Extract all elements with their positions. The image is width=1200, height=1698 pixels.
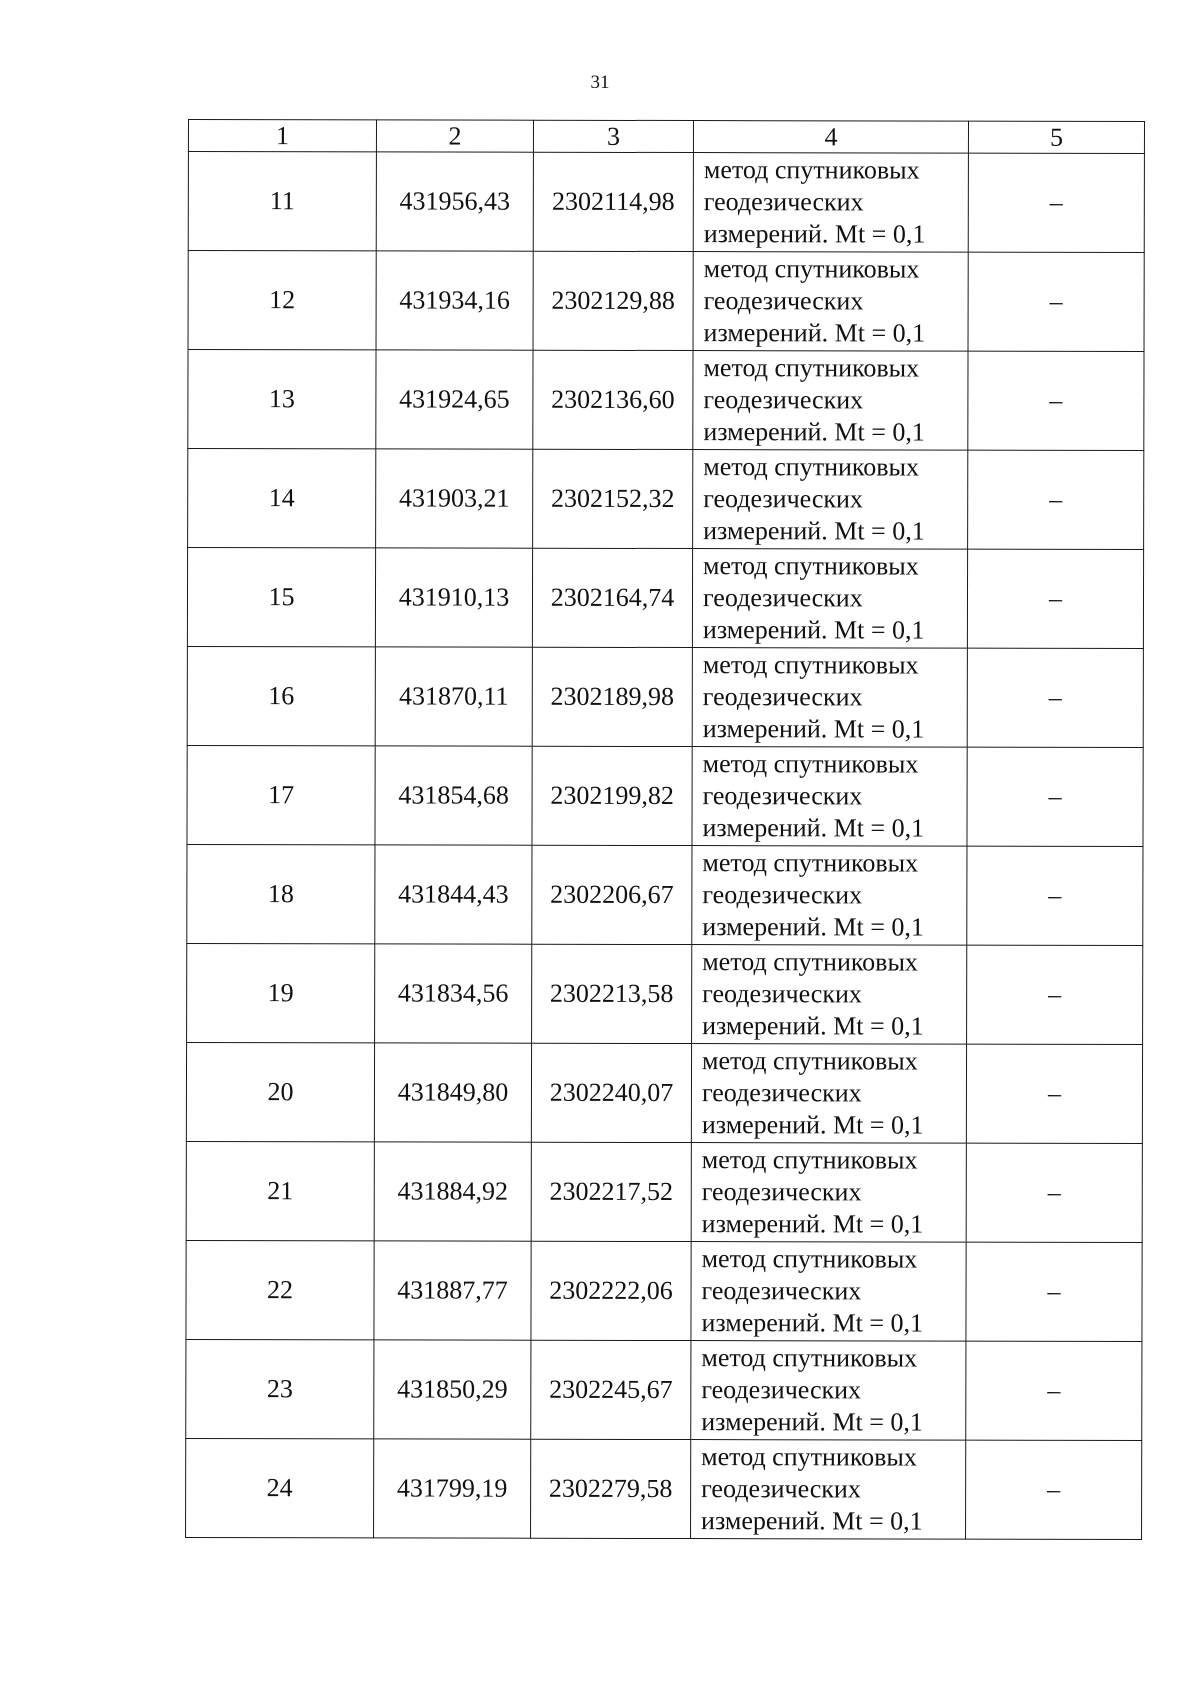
method-text-line: измерений. Mt = 0,1 bbox=[703, 417, 925, 447]
table-row bbox=[186, 1240, 1142, 1341]
method-text-line: метод спутниковых bbox=[703, 155, 920, 185]
y-coordinate-cell: 2302222,06 bbox=[531, 1241, 691, 1340]
column-header-1: 1 bbox=[188, 120, 376, 152]
y-coordinate-cell: 2302206,67 bbox=[532, 845, 692, 944]
x-coordinate-cell: 431849,80 bbox=[374, 1043, 531, 1142]
y-coordinate-cell: 2302213,58 bbox=[532, 944, 692, 1043]
note-cell: – bbox=[967, 747, 1143, 846]
point-number-cell: 23 bbox=[186, 1339, 374, 1438]
method-text-line: геодезических bbox=[701, 1078, 862, 1108]
table-row bbox=[187, 844, 1143, 945]
method-text-line: измерений. Mt = 0,1 bbox=[701, 1308, 924, 1338]
x-coordinate-cell: 431924,65 bbox=[376, 350, 533, 449]
note-cell: – bbox=[967, 945, 1143, 1044]
y-coordinate-cell: 2302199,82 bbox=[532, 746, 692, 845]
method-cell bbox=[692, 549, 967, 649]
point-number-cell: 15 bbox=[187, 548, 375, 647]
coordinates-table bbox=[185, 119, 1145, 1540]
point-number-cell: 17 bbox=[187, 745, 375, 844]
method-text-line: метод спутниковых bbox=[702, 650, 919, 680]
method-text-line: геодезических bbox=[703, 187, 864, 217]
method-cell bbox=[692, 747, 967, 847]
table-row bbox=[186, 1141, 1142, 1242]
point-number-cell: 20 bbox=[186, 1042, 374, 1141]
note-cell: – bbox=[967, 846, 1143, 945]
method-text-line: метод спутниковых bbox=[701, 1145, 918, 1175]
table-row bbox=[186, 1042, 1142, 1143]
note-cell: – bbox=[967, 648, 1143, 747]
method-cell bbox=[692, 945, 967, 1045]
method-text-line: геодезических bbox=[702, 781, 863, 811]
y-coordinate-cell: 2302164,74 bbox=[532, 548, 692, 647]
y-coordinate-cell: 2302136,60 bbox=[533, 350, 693, 449]
y-coordinate-cell: 2302189,98 bbox=[532, 647, 692, 746]
method-text-line: метод спутниковых bbox=[702, 947, 918, 977]
y-coordinate-cell: 2302245,67 bbox=[531, 1340, 691, 1439]
method-text-line: метод спутниковых bbox=[702, 749, 919, 779]
table-row bbox=[188, 251, 1144, 352]
method-text-line: измерений. Mt = 0,1 bbox=[702, 714, 925, 744]
method-cell bbox=[691, 1242, 966, 1342]
method-text-line: измерений. Mt = 0,1 bbox=[701, 1506, 923, 1536]
column-header-2: 2 bbox=[376, 120, 533, 152]
table-row bbox=[188, 449, 1144, 550]
method-text-line: измерений. Mt = 0,1 bbox=[703, 219, 926, 249]
note-cell: – bbox=[966, 1440, 1142, 1539]
method-text-line: метод спутниковых bbox=[701, 1442, 917, 1472]
table-row bbox=[187, 548, 1143, 649]
method-text-line: метод спутниковых bbox=[703, 254, 920, 284]
point-number-cell: 18 bbox=[187, 844, 375, 943]
method-text-line: измерений. Mt = 0,1 bbox=[702, 813, 925, 843]
method-text-line: метод спутниковых bbox=[703, 452, 920, 482]
method-text-line: измерений. Mt = 0,1 bbox=[702, 615, 925, 645]
method-text-line: геодезических bbox=[701, 1177, 862, 1207]
method-cell bbox=[691, 1143, 966, 1243]
x-coordinate-cell: 431834,56 bbox=[375, 944, 532, 1043]
method-text-line: метод спутниковых bbox=[702, 848, 919, 878]
x-coordinate-cell: 431910,13 bbox=[375, 548, 532, 647]
table-body bbox=[186, 152, 1145, 1540]
y-coordinate-cell: 2302217,52 bbox=[531, 1142, 691, 1241]
note-cell: – bbox=[968, 450, 1144, 549]
table-row bbox=[188, 350, 1144, 451]
method-text-line: измерений. Mt = 0,1 bbox=[702, 912, 924, 942]
method-text-line: измерений. Mt = 0,1 bbox=[702, 1011, 924, 1041]
method-text-line: геодезических bbox=[702, 880, 863, 910]
table-row bbox=[187, 943, 1143, 1044]
method-cell bbox=[692, 648, 967, 748]
x-coordinate-cell: 431887,77 bbox=[374, 1241, 531, 1340]
method-text-line: измерений. Mt = 0,1 bbox=[701, 1407, 923, 1437]
method-cell bbox=[691, 1440, 966, 1540]
method-cell bbox=[691, 1044, 966, 1144]
point-number-cell: 11 bbox=[188, 152, 376, 251]
column-header-3: 3 bbox=[533, 120, 693, 152]
method-cell bbox=[691, 1341, 966, 1441]
header-row bbox=[188, 120, 1144, 154]
method-text-line: метод спутниковых bbox=[701, 1343, 918, 1373]
table-row bbox=[188, 152, 1144, 253]
method-text-line: измерений. Mt = 0,1 bbox=[703, 318, 926, 348]
point-number-cell: 21 bbox=[186, 1141, 374, 1240]
point-number-cell: 14 bbox=[188, 449, 376, 548]
table-row bbox=[186, 1438, 1142, 1539]
method-text-line: измерений. Mt = 0,1 bbox=[703, 516, 925, 546]
x-coordinate-cell: 431884,92 bbox=[374, 1142, 531, 1241]
method-cell bbox=[692, 846, 967, 946]
method-text-line: метод спутниковых bbox=[703, 551, 919, 581]
note-cell: – bbox=[968, 153, 1144, 252]
x-coordinate-cell: 431854,68 bbox=[375, 746, 532, 845]
method-text-line: геодезических bbox=[702, 682, 863, 712]
note-cell: – bbox=[967, 549, 1143, 648]
method-text-line: геодезических bbox=[703, 385, 864, 415]
table-row bbox=[187, 646, 1143, 747]
x-coordinate-cell: 431799,19 bbox=[374, 1439, 531, 1538]
note-cell: – bbox=[966, 1242, 1142, 1341]
x-coordinate-cell: 431844,43 bbox=[375, 845, 532, 944]
method-text-line: геодезических bbox=[701, 1375, 862, 1405]
note-cell: – bbox=[968, 351, 1144, 450]
method-text-line: геодезических bbox=[702, 583, 863, 613]
x-coordinate-cell: 431956,43 bbox=[376, 152, 533, 251]
note-cell: – bbox=[966, 1044, 1142, 1143]
method-text-line: геодезических bbox=[701, 1474, 861, 1504]
y-coordinate-cell: 2302114,98 bbox=[533, 152, 693, 251]
point-number-cell: 22 bbox=[186, 1240, 374, 1339]
method-cell bbox=[693, 252, 968, 352]
page-number: 31 bbox=[590, 72, 610, 93]
table-row bbox=[186, 1339, 1142, 1440]
y-coordinate-cell: 2302279,58 bbox=[531, 1439, 691, 1538]
note-cell: – bbox=[968, 252, 1144, 351]
note-cell: – bbox=[966, 1341, 1142, 1440]
x-coordinate-cell: 431850,29 bbox=[374, 1340, 531, 1439]
column-header-4: 4 bbox=[693, 121, 968, 154]
point-number-cell: 12 bbox=[188, 251, 376, 350]
method-text-line: геодезических bbox=[703, 286, 864, 316]
y-coordinate-cell: 2302129,88 bbox=[533, 251, 693, 350]
method-text-line: метод спутниковых bbox=[701, 1046, 918, 1076]
method-cell bbox=[693, 450, 968, 550]
table-row bbox=[187, 745, 1143, 846]
note-cell: – bbox=[966, 1143, 1142, 1242]
y-coordinate-cell: 2302152,32 bbox=[533, 449, 693, 548]
method-text-line: метод спутниковых bbox=[703, 353, 920, 383]
method-text-line: геодезических bbox=[703, 484, 863, 514]
point-number-cell: 13 bbox=[188, 350, 376, 449]
method-text-line: геодезических bbox=[701, 1276, 862, 1306]
method-cell bbox=[693, 153, 968, 253]
method-text-line: измерений. Mt = 0,1 bbox=[701, 1110, 924, 1140]
point-number-cell: 24 bbox=[186, 1438, 374, 1537]
x-coordinate-cell: 431870,11 bbox=[375, 647, 532, 746]
method-cell bbox=[693, 351, 968, 451]
x-coordinate-cell: 431934,16 bbox=[376, 251, 533, 350]
method-text-line: геодезических bbox=[702, 979, 862, 1009]
point-number-cell: 19 bbox=[187, 943, 375, 1042]
column-header-5: 5 bbox=[968, 121, 1144, 153]
point-number-cell: 16 bbox=[187, 646, 375, 745]
method-text-line: метод спутниковых bbox=[701, 1244, 918, 1274]
x-coordinate-cell: 431903,21 bbox=[376, 449, 533, 548]
method-text-line: измерений. Mt = 0,1 bbox=[701, 1209, 924, 1239]
y-coordinate-cell: 2302240,07 bbox=[531, 1043, 691, 1142]
